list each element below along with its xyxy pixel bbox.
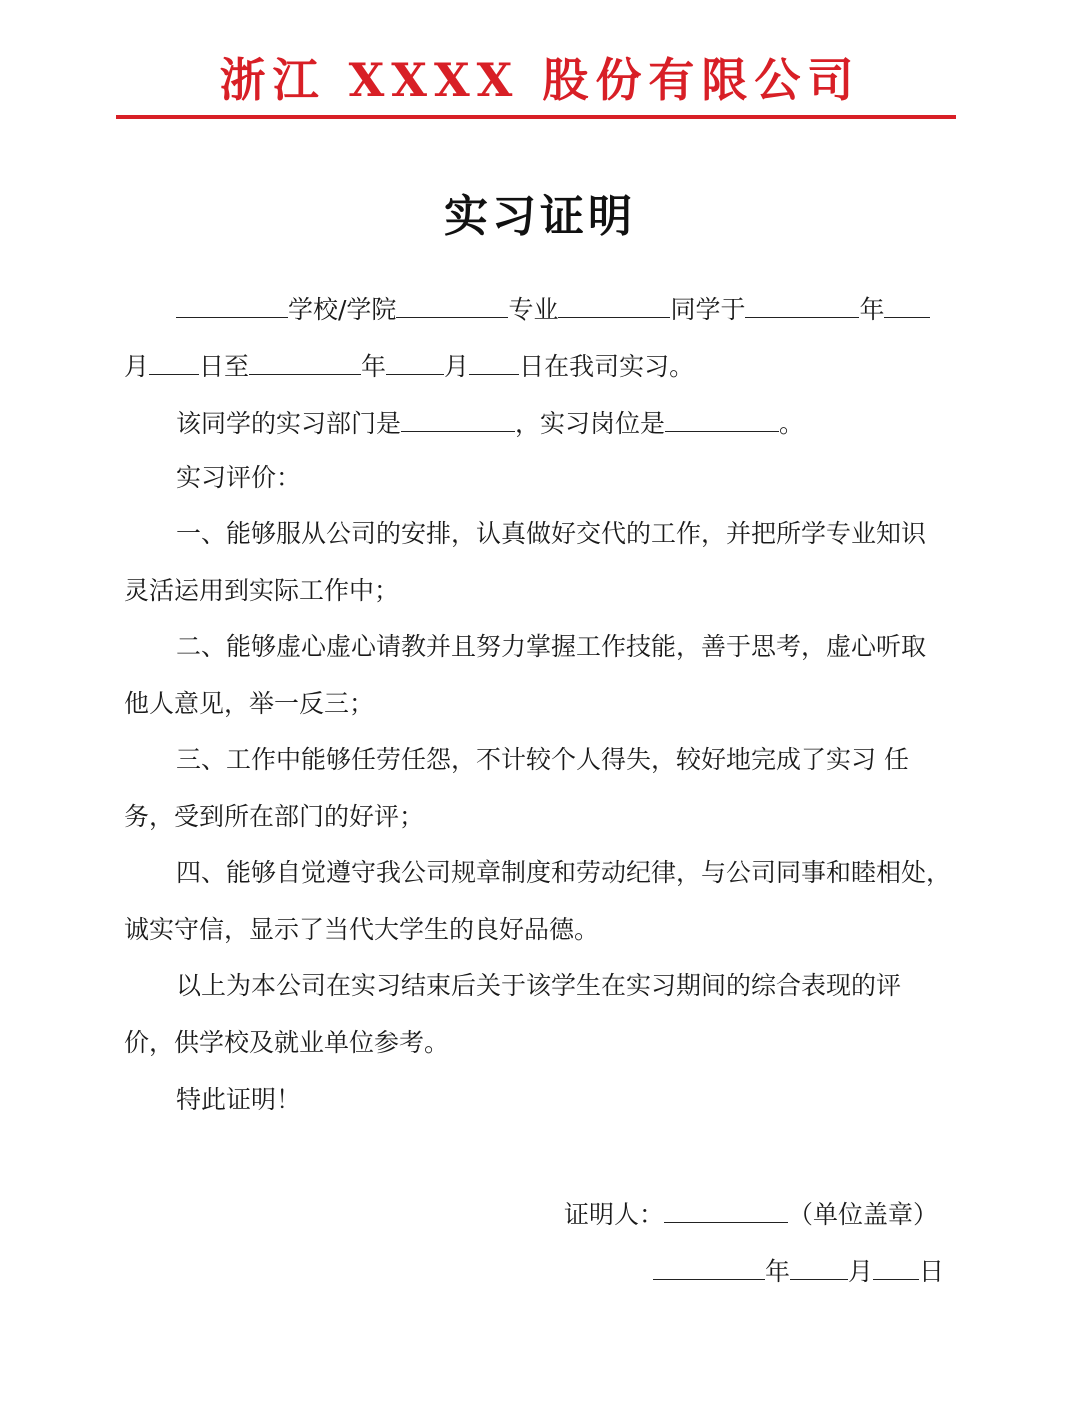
sign-day-label: 日 — [918, 1257, 944, 1286]
sign-month-blank[interactable] — [790, 1249, 848, 1280]
year2-label: 年 — [361, 352, 387, 381]
student-from-label: 同学于 — [670, 295, 746, 324]
department-suffix: 。 — [779, 409, 805, 438]
start-year-blank[interactable] — [745, 287, 859, 318]
end-month-blank[interactable] — [386, 344, 444, 375]
major-blank[interactable] — [558, 287, 670, 318]
month-label: 月 — [124, 352, 150, 381]
evaluation-item-2-line-1: 二、能够虚心虚心请教并且努力掌握工作技能，善于思考，虚心听取 — [176, 632, 927, 661]
letterhead-rule — [116, 115, 956, 119]
position-label: ，实习岗位是 — [515, 409, 666, 438]
start-month-blank[interactable] — [884, 287, 930, 318]
college-blank[interactable] — [396, 287, 508, 318]
evaluation-item-3-line-1: 三、工作中能够任劳任怨，不计较个人得失，较好地完成了实习 任 — [176, 745, 909, 774]
end-day-blank[interactable] — [469, 344, 519, 375]
end-year-blank[interactable] — [249, 344, 361, 375]
summary-line-1: 以上为本公司在实习结束后关于该学生在实习期间的综合表现的评 — [176, 971, 902, 1000]
summary-line-2: 价，供学校及就业单位参考。 — [124, 1028, 450, 1057]
intro-line-1 — [124, 287, 954, 327]
date-line — [124, 1249, 944, 1289]
department-line — [124, 401, 954, 441]
signer-blank[interactable] — [664, 1192, 788, 1223]
major-label: 专业 — [508, 295, 559, 324]
school-label: 学校/学院 — [288, 295, 397, 324]
evaluation-item-3-line-2: 务，受到所在部门的好评； — [124, 802, 425, 831]
sign-year-label: 年 — [764, 1257, 790, 1286]
year-label: 年 — [859, 295, 885, 324]
department-blank[interactable] — [401, 401, 515, 432]
month2-label: 月 — [444, 352, 470, 381]
evaluation-item-2-line-2: 他人意见，举一反三； — [124, 689, 375, 718]
evaluation-item-1-line-2: 灵活运用到实际工作中； — [124, 576, 400, 605]
evaluation-heading: 实习评价： — [176, 463, 302, 492]
stamp-label: （单位盖章） — [787, 1200, 938, 1229]
sign-month-label: 月 — [847, 1257, 873, 1286]
evaluation-item-4-line-1: 四、能够自觉遵守我公司规章制度和劳动纪律，与公司同事和睦相处， — [176, 858, 952, 887]
document-title: 实习证明 — [444, 191, 636, 242]
intro-line-2 — [124, 344, 954, 384]
position-blank[interactable] — [665, 401, 779, 432]
evaluation-item-4-line-2: 诚实守信，显示了当代大学生的良好品德。 — [124, 915, 600, 944]
company-letterhead: 浙江 XXXX 股份有限公司 — [219, 53, 861, 107]
start-day-blank[interactable] — [149, 344, 199, 375]
evaluation-item-1-line-1: 一、能够服从公司的安排，认真做好交代的工作，并把所学专业知识 — [176, 519, 927, 548]
sign-day-blank[interactable] — [873, 1249, 919, 1280]
department-prefix: 该同学的实习部门是 — [176, 409, 402, 438]
closing-statement: 特此证明！ — [176, 1085, 302, 1114]
day-to-label: 日至 — [199, 352, 250, 381]
sign-year-blank[interactable] — [653, 1249, 765, 1280]
day-end-label: 日在我司实习。 — [519, 352, 695, 381]
signature-line — [124, 1192, 938, 1232]
signer-label: 证明人： — [563, 1200, 664, 1229]
school-blank[interactable] — [176, 287, 288, 318]
